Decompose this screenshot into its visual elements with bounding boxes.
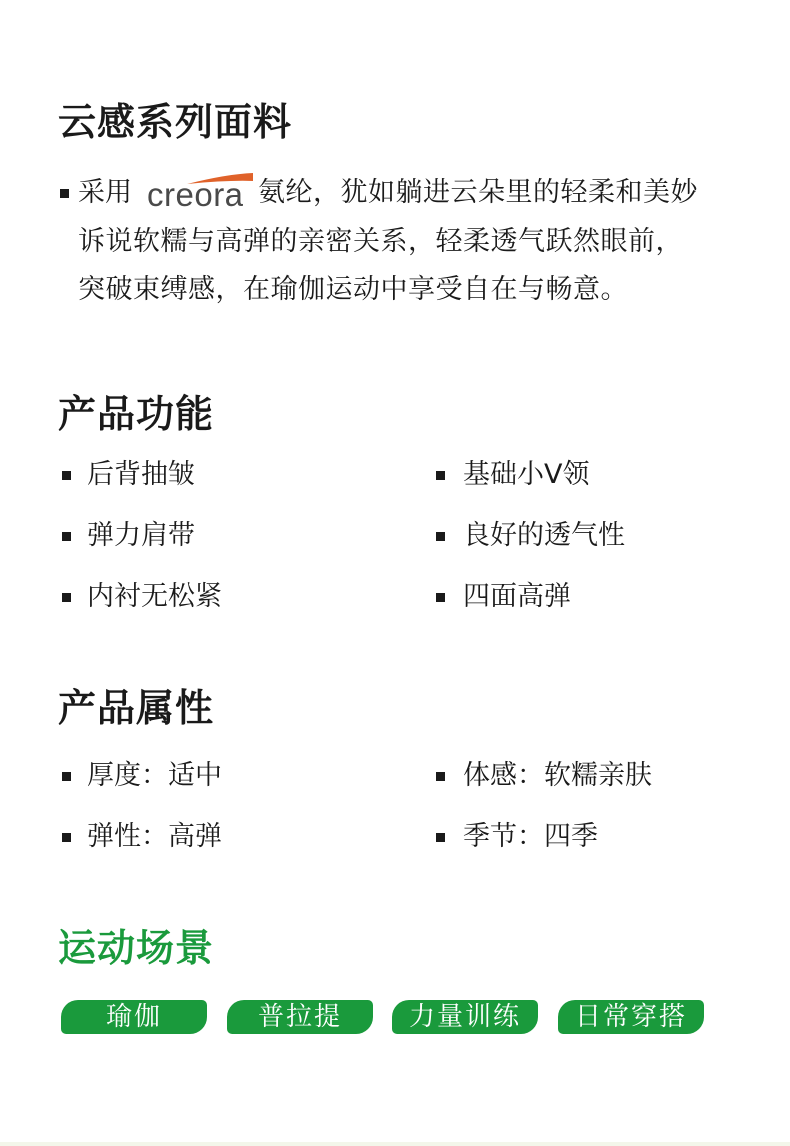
creora-logo bbox=[147, 172, 255, 212]
bullet-icon bbox=[436, 593, 445, 602]
attribute-item: 弹性：高弹 bbox=[87, 821, 222, 852]
fabric-title: 云感系列面料 bbox=[58, 100, 293, 144]
attribute-item: 季节：四季 bbox=[463, 821, 598, 852]
bullet-icon bbox=[436, 772, 445, 781]
feature-item: 良好的透气性 bbox=[463, 520, 625, 551]
bullet-icon bbox=[62, 532, 71, 541]
fabric-text-intro: 采用 bbox=[78, 177, 132, 208]
scene-tag-daily: 日常穿搭 bbox=[558, 1000, 704, 1034]
bullet-icon bbox=[436, 833, 445, 842]
attribute-item: 厚度：适中 bbox=[87, 760, 222, 791]
feature-item: 四面高弹 bbox=[463, 581, 571, 612]
bullet-icon bbox=[62, 772, 71, 781]
attributes-title: 产品属性 bbox=[58, 686, 215, 730]
scene-tag-strength: 力量训练 bbox=[392, 1000, 538, 1034]
attribute-item: 体感：软糯亲肤 bbox=[463, 760, 652, 791]
scene-tag-pilates: 普拉提 bbox=[227, 1000, 373, 1034]
scene-tag-yoga: 瑜伽 bbox=[61, 1000, 207, 1034]
bullet-icon bbox=[436, 532, 445, 541]
features-title: 产品功能 bbox=[58, 392, 215, 436]
bottom-divider bbox=[0, 1142, 790, 1146]
feature-item: 基础小V领 bbox=[463, 459, 590, 490]
fabric-text-line3: 突破束缚感，在瑜伽运动中享受自在与畅意。 bbox=[78, 274, 628, 305]
feature-item: 后背抽皱 bbox=[87, 459, 195, 490]
fabric-text-line1: 氨纶，犹如躺进云朵里的轻柔和美妙 bbox=[258, 177, 698, 208]
fabric-text-line2: 诉说软糯与高弹的亲密关系，轻柔透气跃然眼前， bbox=[78, 226, 683, 257]
bullet-icon bbox=[62, 833, 71, 842]
scenes-title: 运动场景 bbox=[58, 926, 215, 970]
feature-item: 内衬无松紧 bbox=[87, 581, 222, 612]
creora-logo-text: creora bbox=[147, 176, 244, 213]
bullet-icon bbox=[62, 593, 71, 602]
feature-item: 弹力肩带 bbox=[87, 520, 195, 551]
bullet-icon bbox=[60, 189, 69, 198]
bullet-icon bbox=[436, 471, 445, 480]
bullet-icon bbox=[62, 471, 71, 480]
